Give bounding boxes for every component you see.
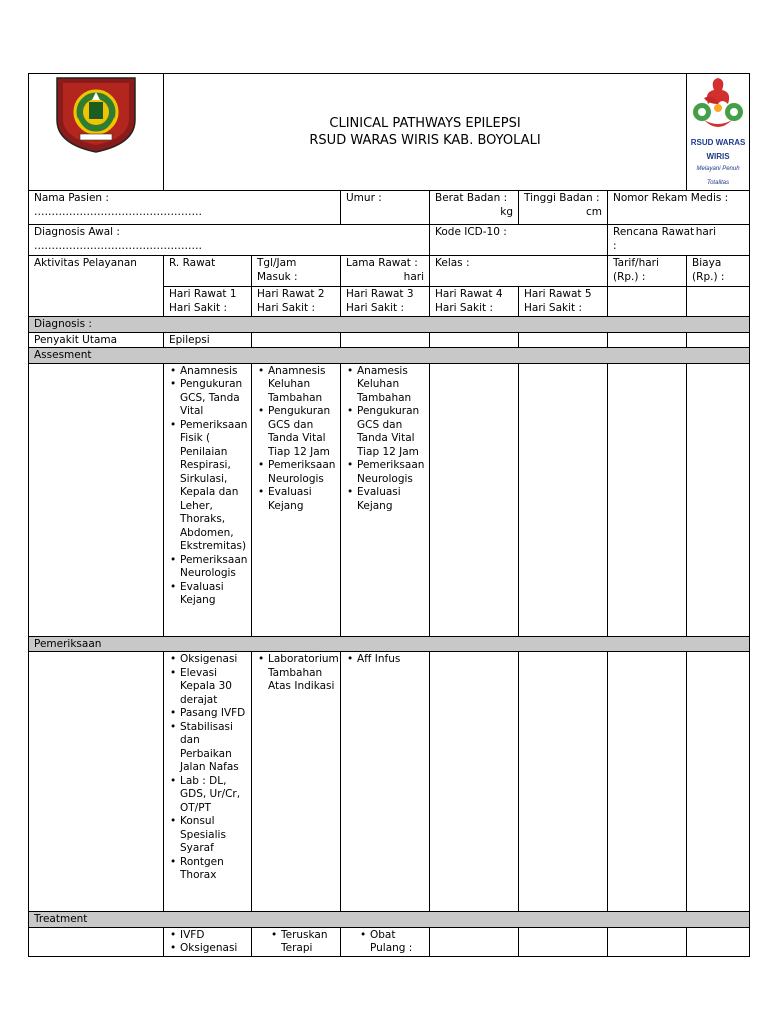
class-label: Kelas :: [435, 257, 470, 269]
empty-cell: [430, 652, 519, 912]
empty-cell: [687, 652, 750, 912]
list-item: • Pemeriksaan Neurologis: [357, 459, 424, 486]
list-item: • Konsul Spesialis Syaraf: [180, 815, 246, 856]
weight-label: Berat Badan :: [435, 192, 508, 204]
list-item: • Teruskan Terapi: [281, 929, 335, 956]
assesment-day1: [164, 363, 252, 636]
entry-date-label: Tgl/Jam: [257, 257, 297, 269]
day-header-1: [164, 287, 252, 317]
day-header-label: Hari Rawat 2: [257, 288, 325, 300]
pemeriksaan-day3: [341, 652, 430, 912]
section-pemeriksaan: Pemeriksaan: [29, 636, 750, 652]
pemeriksaan-day2: [252, 652, 341, 912]
list-item: • Pemeriksaan Neurologis: [180, 554, 246, 581]
empty-cell: [687, 363, 750, 636]
list-item: • Anamnesis: [180, 365, 246, 379]
list-item: • Stabilisasi dan Perbaikan Jalan Nafas: [180, 721, 246, 775]
stay-length-cell[interactable]: [341, 256, 430, 287]
list-item: • Aff Infus: [357, 653, 424, 667]
list-item: • Oksigenasi: [180, 653, 246, 667]
empty-cell: [519, 332, 608, 348]
tariff-label: Tarif/hari: [613, 257, 659, 269]
day-header-label: Hari Rawat 4: [435, 288, 503, 300]
bullet-list: [346, 653, 424, 667]
bullet-list: [169, 929, 246, 956]
initial-diagnosis-dots: …………………………………………: [34, 239, 202, 252]
day-header-label: Hari Rawat 3: [346, 288, 414, 300]
age-label: Umur :: [346, 192, 382, 204]
empty-cell: [519, 652, 608, 912]
empty-cell: [430, 363, 519, 636]
icd-label: Kode ICD-10 :: [435, 226, 507, 238]
list-item: • Pasang IVFD: [180, 707, 246, 721]
section-assesment: Assesment: [29, 348, 750, 364]
medical-record-cell[interactable]: [608, 191, 750, 225]
empty-cell: [252, 332, 341, 348]
empty-cell: [608, 332, 687, 348]
treatment-day3: [341, 927, 430, 956]
care-plan-unit: hari: [695, 226, 717, 238]
stay-length-label: Lama Rawat :: [346, 257, 418, 269]
treatment-day2: [252, 927, 341, 956]
treatment-day1: [164, 927, 252, 956]
bullet-list: [257, 929, 335, 956]
day-header-sick: Hari Sakit :: [524, 301, 582, 314]
list-item: • Obat Pulang :: [370, 929, 424, 956]
empty-cell: [687, 332, 750, 348]
day-header-3: [341, 287, 430, 317]
list-item: • Evaluasi Kejang: [180, 581, 246, 608]
patient-name-label: Nama Pasien :: [34, 192, 109, 204]
room-label: R. Rawat: [169, 257, 216, 269]
care-plan-label: Rencana Rawat :: [613, 226, 695, 252]
form-table: [28, 73, 750, 957]
list-item: • Pemeriksaan Fisik ( Penilaian Respirasi, Sirkulasi, Kepala dan Leher, Thoraks, Abdomen, Ekstremitas): [180, 419, 246, 554]
tariff-label-2: (Rp.) :: [613, 270, 646, 283]
class-cell[interactable]: [430, 256, 608, 287]
patient-name-cell[interactable]: [29, 191, 341, 225]
initial-diagnosis-label: Diagnosis Awal :: [34, 226, 120, 238]
height-label: Tinggi Badan :: [524, 192, 600, 204]
patient-name-dots: …………………………………………: [34, 205, 202, 218]
empty-cell: [608, 363, 687, 636]
height-unit: cm: [585, 205, 602, 218]
room-cell[interactable]: [164, 256, 252, 287]
bullet-list: [346, 929, 424, 956]
empty-cell: [341, 332, 430, 348]
empty-cell: [29, 927, 164, 956]
cost-label: Biaya: [692, 257, 722, 269]
height-cell[interactable]: [519, 191, 608, 225]
icd-cell[interactable]: [430, 225, 608, 256]
bullet-list: [346, 365, 424, 514]
age-cell[interactable]: [341, 191, 430, 225]
initial-diagnosis-cell[interactable]: [29, 225, 430, 256]
day-header-sick: Hari Sakit :: [169, 301, 227, 314]
list-item: • Lab : DL, GDS, Ur/Cr, OT/PT: [180, 775, 246, 816]
day-header-4: [430, 287, 519, 317]
main-disease-label: Penyakit Utama: [29, 332, 164, 348]
logo-left-cell: [29, 74, 164, 191]
day-header-sick: Hari Sakit :: [346, 301, 404, 314]
empty-cell: [29, 652, 164, 912]
section-diagnosis: Diagnosis :: [29, 317, 750, 333]
boyolali-emblem-logo: [53, 74, 139, 154]
list-item: • Oksigenasi: [180, 942, 246, 956]
day-header-sick: Hari Sakit :: [435, 301, 493, 314]
list-item: • Evaluasi Kejang: [357, 486, 424, 513]
list-item: • Pengukuran GCS, Tanda Vital: [180, 378, 246, 419]
main-disease-value[interactable]: Epilepsi: [164, 332, 252, 348]
empty-cell: [519, 927, 608, 956]
stay-length-unit: hari: [403, 270, 424, 283]
empty-cell: [687, 287, 750, 317]
list-item: • Pengukuran GCS dan Tanda Vital Tiap 12 Jam: [357, 405, 424, 459]
empty-cell: [608, 287, 687, 317]
bullet-list: [257, 365, 335, 514]
cost-cell[interactable]: [687, 256, 750, 287]
weight-cell[interactable]: [430, 191, 519, 225]
weight-unit: kg: [500, 205, 513, 218]
day-header-label: Hari Rawat 1: [169, 288, 237, 300]
assesment-day3: [341, 363, 430, 636]
logo-right-tagline: Melayani Penuh Totalitas: [696, 166, 740, 186]
cost-label-2: (Rp.) :: [692, 270, 725, 283]
empty-cell: [519, 363, 608, 636]
list-item: • Elevasi Kepala 30 derajat: [180, 667, 246, 708]
list-item: • Evaluasi Kejang: [268, 486, 335, 513]
medical-record-label: Nomor Rekam Medis :: [613, 192, 729, 204]
form-title-cell: [164, 74, 687, 191]
entry-date-label-2: Masuk :: [257, 270, 298, 283]
rsud-waras-wiris-logo: [687, 74, 750, 136]
form-title-line1: CLINICAL PATHWAYS EPILEPSI: [329, 116, 521, 131]
form-title-line2: RSUD WARAS WIRIS KAB. BOYOLALI: [309, 133, 541, 148]
entry-date-cell[interactable]: [252, 256, 341, 287]
logo-right-text: RSUD WARAS WIRIS: [690, 138, 746, 161]
empty-cell: [29, 363, 164, 636]
section-treatment: Treatment: [29, 912, 750, 928]
list-item: • IVFD: [180, 929, 246, 943]
list-item: • Anamesis Keluhan Tambahan: [357, 365, 424, 406]
tariff-cell[interactable]: [608, 256, 687, 287]
logo-right-cell: [687, 74, 750, 191]
bullet-list: [169, 653, 246, 883]
care-plan-cell[interactable]: [608, 225, 750, 256]
empty-cell: [430, 332, 519, 348]
bullet-list: [257, 653, 339, 694]
day-header-label: Hari Rawat 5: [524, 288, 592, 300]
day-header-2: [252, 287, 341, 317]
list-item: • Rontgen Thorax: [180, 856, 246, 883]
list-item: • Pemeriksaan Neurologis: [268, 459, 335, 486]
empty-cell: [608, 927, 687, 956]
empty-cell: [430, 927, 519, 956]
clinical-pathway-form: [28, 73, 749, 957]
list-item: • Pengukuran GCS dan Tanda Vital Tiap 12 Jam: [268, 405, 335, 459]
day-header-5: [519, 287, 608, 317]
activity-label: Aktivitas Pelayanan: [34, 257, 137, 269]
activity-label-cell: [29, 256, 164, 317]
bullet-list: [169, 365, 246, 608]
pemeriksaan-day1: [164, 652, 252, 912]
assesment-day2: [252, 363, 341, 636]
list-item: • Anamnesis Keluhan Tambahan: [268, 365, 335, 406]
empty-cell: [687, 927, 750, 956]
list-item: • Laboratorium Tambahan Atas Indikasi: [268, 653, 335, 694]
empty-cell: [608, 652, 687, 912]
day-header-sick: Hari Sakit :: [257, 301, 315, 314]
